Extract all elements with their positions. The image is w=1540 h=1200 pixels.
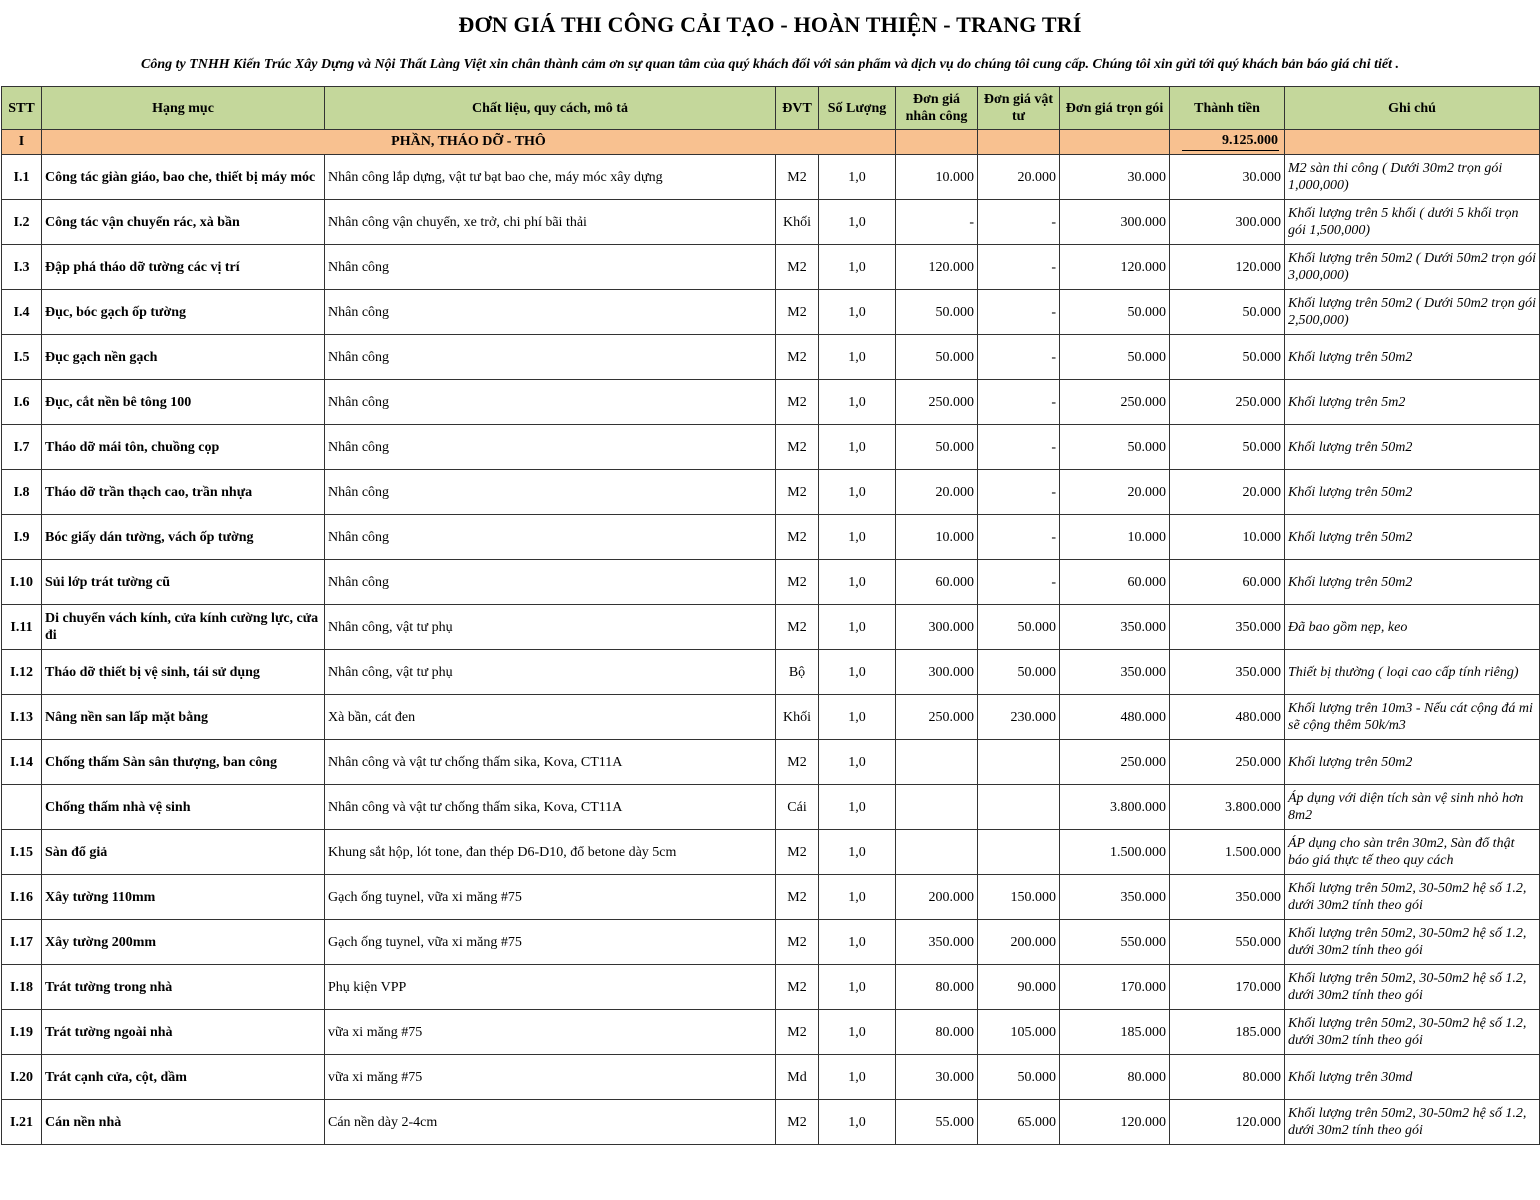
row-total: 30.000 — [1170, 155, 1285, 200]
row-qty: 1,0 — [819, 470, 896, 515]
table-row — [2, 245, 1540, 290]
row-unit: M2 — [776, 920, 819, 965]
table-row — [2, 740, 1540, 785]
header-package-price: Đơn giá trọn gói — [1060, 87, 1170, 130]
row-labor-price: 250.000 — [896, 380, 978, 425]
row-labor-price: 60.000 — [896, 560, 978, 605]
row-total: 350.000 — [1170, 605, 1285, 650]
row-unit: M2 — [776, 245, 819, 290]
row-name: Tháo dỡ mái tôn, chuồng cọp — [42, 425, 325, 470]
table-row — [2, 875, 1540, 920]
row-note: Khối lượng trên 50m2 — [1285, 515, 1540, 560]
row-unit: Md — [776, 1055, 819, 1100]
row-package-price: 250.000 — [1060, 380, 1170, 425]
row-stt: I.10 — [2, 560, 42, 605]
row-qty: 1,0 — [819, 920, 896, 965]
row-package-price: 550.000 — [1060, 920, 1170, 965]
row-total: 50.000 — [1170, 290, 1285, 335]
row-name: Sàn đổ giả — [42, 830, 325, 875]
row-package-price: 30.000 — [1060, 155, 1170, 200]
table-header — [2, 87, 1540, 130]
row-desc: Nhân công — [325, 560, 776, 605]
row-qty: 1,0 — [819, 1100, 896, 1145]
table-row — [2, 920, 1540, 965]
row-desc: Nhân công — [325, 425, 776, 470]
row-material-price: - — [978, 470, 1060, 515]
row-note: Khối lượng trên 50m2 ( Dưới 50m2 trọn gói 3,000,000) — [1285, 245, 1540, 290]
quote-table — [1, 86, 1540, 1145]
table-row — [2, 965, 1540, 1010]
row-package-price: 350.000 — [1060, 875, 1170, 920]
row-total: 250.000 — [1170, 380, 1285, 425]
row-total: 250.000 — [1170, 740, 1285, 785]
row-stt: I.5 — [2, 335, 42, 380]
row-desc: Nhân công và vật tư chống thấm sika, Kova, CT11A — [325, 785, 776, 830]
row-total: 350.000 — [1170, 650, 1285, 695]
row-name: Xây tường 110mm — [42, 875, 325, 920]
row-note: ÁP dụng cho sàn trên 30m2, Sàn đổ thật báo giá thực tế theo quy cách — [1285, 830, 1540, 875]
row-total: 185.000 — [1170, 1010, 1285, 1055]
row-note: Khối lượng trên 50m2 — [1285, 560, 1540, 605]
row-package-price: 250.000 — [1060, 740, 1170, 785]
row-note: Khối lượng trên 50m2 — [1285, 740, 1540, 785]
row-package-price: 120.000 — [1060, 245, 1170, 290]
row-unit: Bộ — [776, 650, 819, 695]
row-desc: Nhân công, vật tư phụ — [325, 650, 776, 695]
row-labor-price: 120.000 — [896, 245, 978, 290]
row-labor-price: - — [896, 200, 978, 245]
row-qty: 1,0 — [819, 290, 896, 335]
section-row — [2, 130, 1540, 155]
header-name: Hạng mục — [42, 87, 325, 130]
row-labor-price: 10.000 — [896, 155, 978, 200]
row-labor-price: 50.000 — [896, 290, 978, 335]
row-labor-price: 50.000 — [896, 335, 978, 380]
row-qty: 1,0 — [819, 650, 896, 695]
row-total: 120.000 — [1170, 245, 1285, 290]
row-unit: Khối — [776, 695, 819, 740]
section-empty-material — [978, 130, 1060, 155]
row-package-price: 350.000 — [1060, 650, 1170, 695]
row-unit: M2 — [776, 875, 819, 920]
row-qty: 1,0 — [819, 515, 896, 560]
row-name: Trát cạnh cửa, cột, dầm — [42, 1055, 325, 1100]
row-qty: 1,0 — [819, 425, 896, 470]
row-desc: Xà bần, cát đen — [325, 695, 776, 740]
row-total: 50.000 — [1170, 335, 1285, 380]
table-row — [2, 830, 1540, 875]
row-note: Thiết bị thường ( loại cao cấp tính riêng) — [1285, 650, 1540, 695]
row-material-price: - — [978, 560, 1060, 605]
row-stt: I.13 — [2, 695, 42, 740]
row-qty: 1,0 — [819, 605, 896, 650]
row-material-price: 150.000 — [978, 875, 1060, 920]
table-row — [2, 470, 1540, 515]
row-qty: 1,0 — [819, 785, 896, 830]
row-qty: 1,0 — [819, 965, 896, 1010]
row-name: Công tác vận chuyển rác, xà bần — [42, 200, 325, 245]
row-total: 480.000 — [1170, 695, 1285, 740]
row-labor-price: 300.000 — [896, 605, 978, 650]
row-desc: Nhân công — [325, 245, 776, 290]
row-labor-price — [896, 830, 978, 875]
row-qty: 1,0 — [819, 740, 896, 785]
row-stt: I.8 — [2, 470, 42, 515]
row-total: 80.000 — [1170, 1055, 1285, 1100]
row-total: 3.800.000 — [1170, 785, 1285, 830]
row-desc: Nhân công — [325, 335, 776, 380]
row-material-price: 200.000 — [978, 920, 1060, 965]
row-unit: M2 — [776, 1010, 819, 1055]
row-material-price: - — [978, 245, 1060, 290]
row-labor-price: 30.000 — [896, 1055, 978, 1100]
row-material-price: 20.000 — [978, 155, 1060, 200]
row-desc: Gạch ống tuynel, vữa xi măng #75 — [325, 875, 776, 920]
row-labor-price: 50.000 — [896, 425, 978, 470]
row-name: Chống thấm Sàn sân thượng, ban công — [42, 740, 325, 785]
row-total: 1.500.000 — [1170, 830, 1285, 875]
row-name: Chống thấm nhà vệ sinh — [42, 785, 325, 830]
row-material-price: 230.000 — [978, 695, 1060, 740]
row-stt: I.17 — [2, 920, 42, 965]
row-name: Trát tường ngoài nhà — [42, 1010, 325, 1055]
table-row — [2, 155, 1540, 200]
table-row — [2, 515, 1540, 560]
row-stt: I.1 — [2, 155, 42, 200]
table-row — [2, 425, 1540, 470]
row-package-price: 1.500.000 — [1060, 830, 1170, 875]
row-unit: M2 — [776, 380, 819, 425]
row-package-price: 350.000 — [1060, 605, 1170, 650]
row-note: Khối lượng trên 50m2, 30-50m2 hệ số 1.2, dưới 30m2 tính theo gói — [1285, 1010, 1540, 1055]
row-stt: I.9 — [2, 515, 42, 560]
row-labor-price: 20.000 — [896, 470, 978, 515]
table-row — [2, 380, 1540, 425]
row-package-price: 50.000 — [1060, 290, 1170, 335]
row-qty: 1,0 — [819, 200, 896, 245]
header-unit: ĐVT — [776, 87, 819, 130]
row-material-price: - — [978, 425, 1060, 470]
row-stt: I.6 — [2, 380, 42, 425]
header-stt: STT — [2, 87, 42, 130]
row-total: 350.000 — [1170, 875, 1285, 920]
row-material-price: - — [978, 515, 1060, 560]
row-material-price: 50.000 — [978, 605, 1060, 650]
document-title: ĐƠN GIÁ THI CÔNG CẢI TẠO - HOÀN THIỆN - TRANG TRÍ — [458, 12, 1082, 37]
row-unit: M2 — [776, 515, 819, 560]
section-empty-package — [1060, 130, 1170, 155]
row-qty: 1,0 — [819, 245, 896, 290]
section-total-cell — [1170, 130, 1285, 155]
table-row — [2, 785, 1540, 830]
row-package-price: 300.000 — [1060, 200, 1170, 245]
row-unit: Khối — [776, 200, 819, 245]
row-stt: I.4 — [2, 290, 42, 335]
row-desc: Nhân công — [325, 290, 776, 335]
row-desc: Nhân công — [325, 470, 776, 515]
row-stt: I.14 — [2, 740, 42, 785]
row-package-price: 3.800.000 — [1060, 785, 1170, 830]
row-total: 120.000 — [1170, 1100, 1285, 1145]
row-total: 50.000 — [1170, 425, 1285, 470]
row-note: Khối lượng trên 30md — [1285, 1055, 1540, 1100]
row-qty: 1,0 — [819, 875, 896, 920]
row-qty: 1,0 — [819, 830, 896, 875]
section-name: PHẦN, THÁO DỠ - THÔ — [42, 130, 896, 155]
row-stt: I.18 — [2, 965, 42, 1010]
row-note: Khối lượng trên 50m2 — [1285, 470, 1540, 515]
row-name: Xây tường 200mm — [42, 920, 325, 965]
row-unit: M2 — [776, 335, 819, 380]
table-row — [2, 1055, 1540, 1100]
row-material-price: 65.000 — [978, 1100, 1060, 1145]
row-labor-price: 250.000 — [896, 695, 978, 740]
row-material-price — [978, 830, 1060, 875]
row-note: Khối lượng trên 50m2 — [1285, 425, 1540, 470]
row-unit: M2 — [776, 605, 819, 650]
section-total: 9.125.000 — [1182, 133, 1279, 151]
row-total: 10.000 — [1170, 515, 1285, 560]
row-unit: M2 — [776, 560, 819, 605]
row-stt: I.21 — [2, 1100, 42, 1145]
table-row — [2, 335, 1540, 380]
row-name: Đục, cắt nền bê tông 100 — [42, 380, 325, 425]
row-unit: M2 — [776, 1100, 819, 1145]
row-desc: vữa xi măng #75 — [325, 1010, 776, 1055]
row-package-price: 185.000 — [1060, 1010, 1170, 1055]
row-name: Tháo dỡ thiết bị vệ sinh, tái sử dụng — [42, 650, 325, 695]
row-labor-price: 80.000 — [896, 965, 978, 1010]
row-labor-price: 55.000 — [896, 1100, 978, 1145]
row-desc: Nhân công lắp dựng, vật tư bạt bao che, máy móc xây dựng — [325, 155, 776, 200]
row-stt: I.12 — [2, 650, 42, 695]
table-row — [2, 1100, 1540, 1145]
row-stt: I.16 — [2, 875, 42, 920]
row-unit: M2 — [776, 830, 819, 875]
row-package-price: 50.000 — [1060, 425, 1170, 470]
section-empty-note — [1285, 130, 1540, 155]
row-stt: I.2 — [2, 200, 42, 245]
row-package-price: 50.000 — [1060, 335, 1170, 380]
row-note: Đã bao gồm nẹp, keo — [1285, 605, 1540, 650]
row-qty: 1,0 — [819, 560, 896, 605]
header-labor-price: Đơn giá nhân công — [896, 87, 978, 130]
row-qty: 1,0 — [819, 1010, 896, 1055]
row-material-price: 50.000 — [978, 650, 1060, 695]
row-package-price: 120.000 — [1060, 1100, 1170, 1145]
row-note: Khối lượng trên 50m2, 30-50m2 hệ số 1.2, dưới 30m2 tính theo gói — [1285, 875, 1540, 920]
row-desc: Nhân công — [325, 515, 776, 560]
row-note: Khối lượng trên 50m2, 30-50m2 hệ số 1.2, dưới 30m2 tính theo gói — [1285, 1100, 1540, 1145]
row-note: Khối lượng trên 50m2, 30-50m2 hệ số 1.2, dưới 30m2 tính theo gói — [1285, 965, 1540, 1010]
header-material-price: Đơn giá vật tư — [978, 87, 1060, 130]
row-total: 170.000 — [1170, 965, 1285, 1010]
row-desc: Cán nền dày 2-4cm — [325, 1100, 776, 1145]
row-stt: I.7 — [2, 425, 42, 470]
row-material-price: 50.000 — [978, 1055, 1060, 1100]
header-note: Ghi chú — [1285, 87, 1540, 130]
row-note: M2 sàn thi công ( Dưới 30m2 trọn gói 1,000,000) — [1285, 155, 1540, 200]
header-qty: Số Lượng — [819, 87, 896, 130]
table-row — [2, 695, 1540, 740]
row-stt — [2, 785, 42, 830]
table-row — [2, 650, 1540, 695]
row-name: Cán nền nhà — [42, 1100, 325, 1145]
row-labor-price: 300.000 — [896, 650, 978, 695]
row-qty: 1,0 — [819, 695, 896, 740]
row-material-price: - — [978, 290, 1060, 335]
row-desc: Phụ kiện VPP — [325, 965, 776, 1010]
row-material-price: 105.000 — [978, 1010, 1060, 1055]
row-material-price: - — [978, 335, 1060, 380]
row-total: 300.000 — [1170, 200, 1285, 245]
row-total: 550.000 — [1170, 920, 1285, 965]
row-name: Nâng nền san lấp mặt bằng — [42, 695, 325, 740]
row-material-price — [978, 785, 1060, 830]
row-unit: M2 — [776, 470, 819, 515]
row-name: Sủi lớp trát tường cũ — [42, 560, 325, 605]
row-name: Đục gạch nền gạch — [42, 335, 325, 380]
row-labor-price: 200.000 — [896, 875, 978, 920]
row-note: Khối lượng trên 5 khối ( dưới 5 khối trọn gói 1,500,000) — [1285, 200, 1540, 245]
header-desc: Chất liệu, quy cách, mô tả — [325, 87, 776, 130]
section-stt: I — [2, 130, 42, 155]
row-desc: Nhân công, vật tư phụ — [325, 605, 776, 650]
row-unit: M2 — [776, 290, 819, 335]
row-note: Áp dụng với diện tích sàn vệ sinh nhỏ hơn 8m2 — [1285, 785, 1540, 830]
row-total: 20.000 — [1170, 470, 1285, 515]
row-desc: Nhân công và vật tư chống thấm sika, Kova, CT11A — [325, 740, 776, 785]
row-unit: M2 — [776, 965, 819, 1010]
row-material-price: - — [978, 200, 1060, 245]
row-qty: 1,0 — [819, 1055, 896, 1100]
header-total: Thành tiền — [1170, 87, 1285, 130]
row-labor-price: 350.000 — [896, 920, 978, 965]
row-note: Khối lượng trên 50m2 ( Dưới 50m2 trọn gói 2,500,000) — [1285, 290, 1540, 335]
row-desc: vữa xi măng #75 — [325, 1055, 776, 1100]
row-package-price: 10.000 — [1060, 515, 1170, 560]
row-note: Khối lượng trên 5m2 — [1285, 380, 1540, 425]
table-body — [2, 130, 1540, 1145]
row-package-price: 170.000 — [1060, 965, 1170, 1010]
row-labor-price — [896, 785, 978, 830]
row-unit: M2 — [776, 740, 819, 785]
table-row — [2, 605, 1540, 650]
row-qty: 1,0 — [819, 380, 896, 425]
row-note: Khối lượng trên 50m2 — [1285, 335, 1540, 380]
row-stt: I.15 — [2, 830, 42, 875]
row-material-price — [978, 740, 1060, 785]
row-package-price: 60.000 — [1060, 560, 1170, 605]
row-qty: 1,0 — [819, 155, 896, 200]
row-desc: Gạch ống tuynel, vữa xi măng #75 — [325, 920, 776, 965]
table-row — [2, 200, 1540, 245]
row-name: Bóc giấy dán tường, vách ốp tường — [42, 515, 325, 560]
row-package-price: 20.000 — [1060, 470, 1170, 515]
row-note: Khối lượng trên 50m2, 30-50m2 hệ số 1.2, dưới 30m2 tính theo gói — [1285, 920, 1540, 965]
section-empty-labor — [896, 130, 978, 155]
row-material-price: - — [978, 380, 1060, 425]
row-unit: M2 — [776, 425, 819, 470]
row-name: Di chuyển vách kính, cửa kính cường lực, cửa đi — [42, 605, 325, 650]
row-qty: 1,0 — [819, 335, 896, 380]
row-unit: M2 — [776, 155, 819, 200]
document-subtitle: Công ty TNHH Kiến Trúc Xây Dựng và Nội Thất Làng Việt xin chân thành cảm ơn sự quan tâm của quý khách đối với sản phẩm và dịch vụ do chúng tôi cung cấp. Chúng tôi xin gửi tới quý khách bản báo giá chi tiết . — [141, 57, 1399, 72]
row-stt: I.3 — [2, 245, 42, 290]
row-package-price: 80.000 — [1060, 1055, 1170, 1100]
table-row — [2, 290, 1540, 335]
row-name: Công tác giàn giáo, bao che, thiết bị máy móc — [42, 155, 325, 200]
row-stt: I.11 — [2, 605, 42, 650]
row-desc: Nhân công vận chuyển, xe trở, chi phí bãi thải — [325, 200, 776, 245]
table-row — [2, 1010, 1540, 1055]
row-material-price: 90.000 — [978, 965, 1060, 1010]
row-labor-price: 10.000 — [896, 515, 978, 560]
row-labor-price: 80.000 — [896, 1010, 978, 1055]
row-name: Đục, bóc gạch ốp tường — [42, 290, 325, 335]
row-stt: I.20 — [2, 1055, 42, 1100]
table-row — [2, 560, 1540, 605]
row-name: Tháo dỡ trần thạch cao, trần nhựa — [42, 470, 325, 515]
row-labor-price — [896, 740, 978, 785]
row-name: Trát tường trong nhà — [42, 965, 325, 1010]
row-desc: Nhân công — [325, 380, 776, 425]
row-stt: I.19 — [2, 1010, 42, 1055]
row-total: 60.000 — [1170, 560, 1285, 605]
row-note: Khối lượng trên 10m3 - Nếu cát cộng đá mi sẽ cộng thêm 50k/m3 — [1285, 695, 1540, 740]
row-unit: Cái — [776, 785, 819, 830]
row-name: Đập phá tháo dỡ tường các vị trí — [42, 245, 325, 290]
row-package-price: 480.000 — [1060, 695, 1170, 740]
row-desc: Khung sắt hộp, lót tone, đan thép D6-D10, đổ betone dày 5cm — [325, 830, 776, 875]
